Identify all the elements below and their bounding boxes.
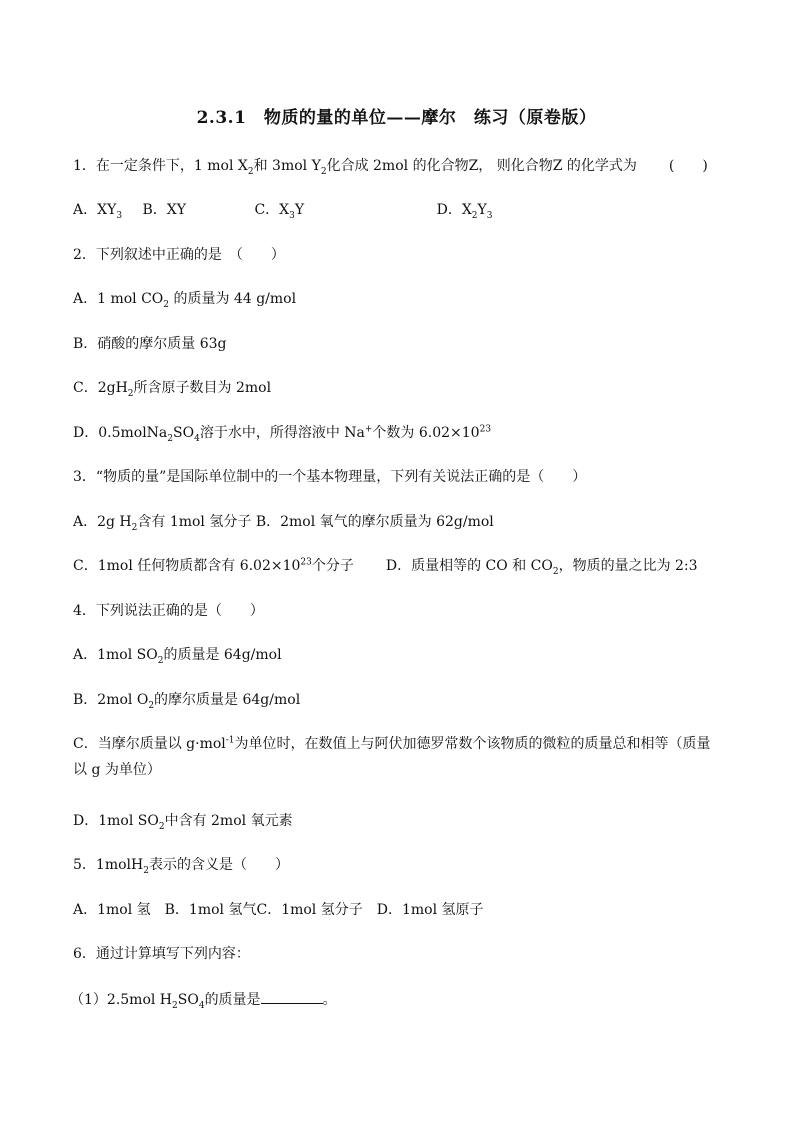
question-2-option-b: B．硝酸的摩尔质量 63g: [73, 336, 227, 352]
option-b: B．XY: [142, 202, 187, 218]
question-4-option-c: C．当摩尔质量以 g·mol$^{-1}$为单位时，在数值上与阿伏加德罗常数个该物质的微粒的质量总和相等（质量以 g 为单位）: [73, 735, 711, 778]
question-6-stem: 6．通过计算填写下列内容：: [73, 946, 250, 962]
question-3-options-cd: C．1mol 任何物质都含有 $6.02\times 10^{23}$个分子 D．质量相等的 CO 和 $CO_2$，物质的量之比为 2:3: [73, 557, 698, 577]
option-c: C．$X_3Y$: [254, 202, 305, 221]
page-title: 2.3.1 物质的量的单位——摩尔 练习（原卷版）: [196, 108, 597, 128]
question-1-stem: 1．在一定条件下，1 mol $X_2$和 3mol $Y_2$化合成 2mol 的化合物Z， 则化合物Z 的化学式为 ( ): [73, 158, 708, 177]
option-a: A．$XY_3$: [73, 202, 123, 221]
question-4-option-d: D．1mol $SO_2$中含有 2mol 氧元素: [73, 813, 293, 832]
question-5-stem: 5．1molH$_2$表示的含义是（ ）: [73, 857, 289, 876]
answer-paren: ( ): [668, 158, 708, 174]
question-3-options-ab: A．2g $H_2$含有 1mol 氢分子 B．2mol 氧气的摩尔质量为 62g/mol: [73, 514, 494, 533]
question-5-options: A．1mol 氢 B．1mol 氢气C．1mol 氢分子 D．1mol 氢原子: [73, 902, 484, 918]
question-3-stem: 3．“物质的量”是国际单位制中的一个基本物理量，下列有关说法正确的是（ ）: [73, 469, 587, 485]
question-2-option-d: D．$0.5molNa_2SO_4$溶于水中，所得溶液中 Na+个数为 $6.02\times 10^{23}$: [73, 424, 492, 444]
question-2-stem: 2．下列叙述中正确的是 （ ）: [73, 247, 285, 263]
question-4-option-b: B．2mol $O_2$的摩尔质量是 64g/mol: [73, 692, 301, 711]
question-4-stem: 4．下列说法正确的是（ ）: [73, 603, 264, 619]
answer-blank[interactable]: [261, 989, 323, 1004]
question-2-option-c: C．$2gH_2$所含原子数目为 2mol: [73, 380, 272, 399]
question-6-part-1: （1）2.5mol $H_2SO_4$的质量是 。: [70, 989, 337, 1010]
question-4-option-a: A．1mol $SO_2$的质量是 64g/mol: [73, 647, 282, 666]
option-d: D．$X_2Y_3$: [436, 202, 493, 221]
question-2-option-a: A．1 mol $CO_2$ 的质量为 44 g/mol: [73, 291, 297, 310]
question-1-options: [73, 200, 493, 220]
